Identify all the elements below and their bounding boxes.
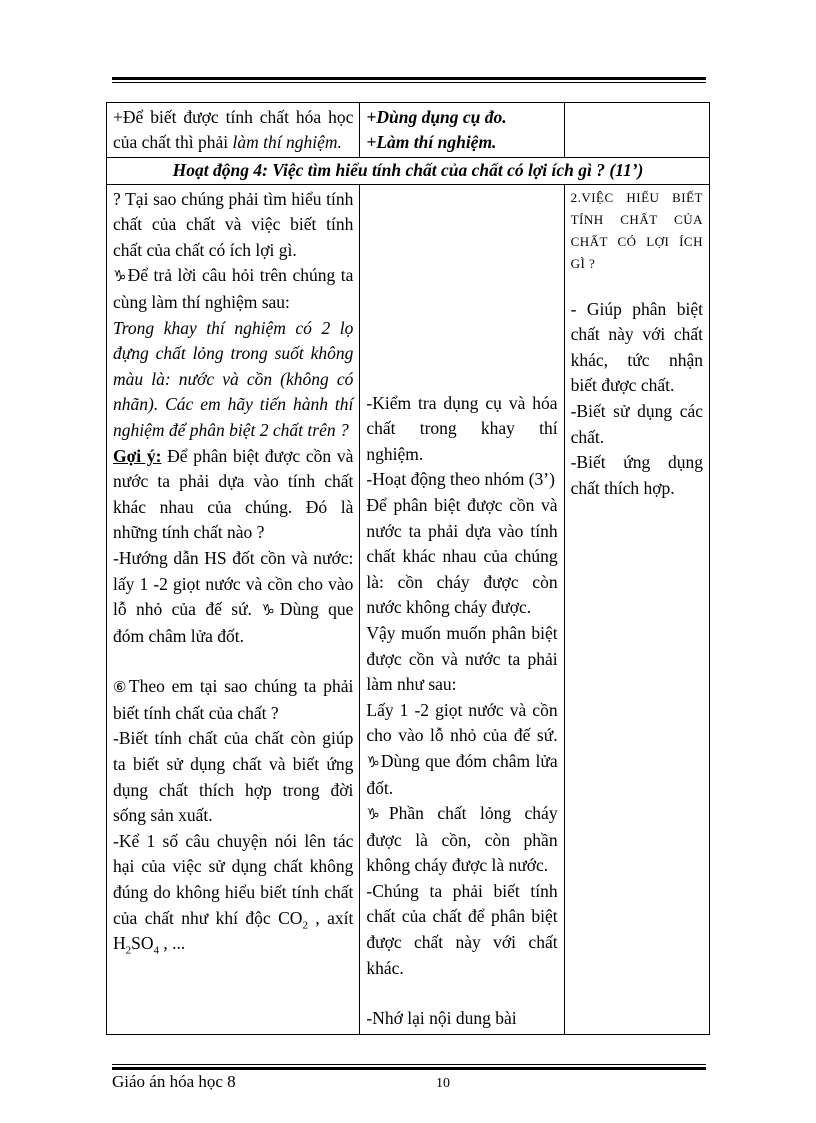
table-row bbox=[107, 103, 710, 158]
top-rule-thick bbox=[112, 77, 706, 80]
teacher-column: ? Tại sao chúng phải tìm hiểu tính chất của chất và việc biết tính chất của chất có ích lợi gì. ♑Để trả lời câu hỏi trên chúng ta cùng làm thí nghiệm sau: Trong khay thí nghiệm có 2 lọ đựng chất lỏng trong suốt không màu là: nước và cồn (không có nhãn). Các em hãy tiến hành thí nghiệm để phân biệt 2 chất trên ? Gợi ý: Để phân biệt được cồn và nước ta phải dựa vào tính chất khác nhau của chúng. Đó là những tính chất nào ? -Hướng dẫn HS đốt cồn và nước: lấy 1 -2 giọt nước và cồn cho vào lỗ nhỏ của đế sứ. ♑Dùng que đóm châm lửa đốt. ⑥Theo em tại sao chúng ta phải biết tính chất của chất ? -Biết tính chất của chất còn giúp ta biết sử dụng chất và biết ứng dụng chất thích hợp trong đời sống sản xuất. -Kể 1 số câu chuyện nói lên tác hại của việc sử dụng chất không đúng do không hiểu biết tính chất của chất như khí độc $CO_2$ , axít $H_2SO_4$ , ... bbox=[107, 184, 360, 1034]
section-title: 2.VIỆC HIỂU BIẾT TÍNH CHẤT CỦA CHẤT CÓ LỢI ÍCH GÌ ? bbox=[570, 189, 703, 271]
capricorn-icon: ♑ bbox=[113, 267, 128, 286]
table-row bbox=[107, 184, 710, 1034]
row1-col1: +Để biết được tính chất hóa học của chất thì phải làm thí nghiệm. bbox=[107, 103, 360, 158]
bottom-rule-thick bbox=[112, 1067, 706, 1070]
row1-col2: +Dùng dụng cụ đo. +Làm thí nghiệm. bbox=[360, 103, 564, 158]
capricorn-icon: ♑ bbox=[366, 752, 381, 771]
student-column: -Kiểm tra dụng cụ và hóa chất trong khay thí nghiệm. -Hoạt động theo nhóm (3’) Để phân biệt được cồn và nước ta phải dựa vào tính chất khác nhau của chúng là: cồn cháy được còn nước không cháy được. Vậy muốn muốn phân biệt được cồn và nước ta phải làm như sau: Lấy 1 -2 giọt nước và cồn cho vào lỗ nhỏ của đế sứ. ♑Dùng que đóm châm lửa đốt. ♑Phần chất lỏng cháy được là cồn, còn phần không cháy được là nước. -Chúng ta phải biết tính chất của chất để phân biệt được chất này với chất khác. -Nhớ lại nội dung bài bbox=[360, 184, 564, 1034]
bottom-rule-thin bbox=[112, 1064, 706, 1065]
lesson-table bbox=[106, 102, 710, 1035]
section-header-row bbox=[107, 158, 710, 185]
top-rule-thin bbox=[112, 82, 706, 83]
capricorn-icon: ♑ bbox=[261, 601, 280, 620]
activity-heading: Hoạt động 4: Việc tìm hiểu tính chất của chất có lợi ích gì ? (11’) bbox=[107, 158, 710, 185]
content-column: 2.VIỆC HIỂU BIẾT TÍNH CHẤT CỦA CHẤT CÓ LỢI ÍCH GÌ ? - Giúp phân biệt chất này với chất khác, tức nhận biết được chất. -Biết sử dụng các chất. -Biết ứng dụng chất thích hợp. bbox=[564, 184, 709, 1034]
row1-col3 bbox=[564, 103, 709, 158]
capricorn-icon: ♑ bbox=[366, 805, 389, 824]
page-number: 10 bbox=[436, 1076, 450, 1091]
footer-title: Giáo án hóa học 8 bbox=[112, 1072, 236, 1091]
circled-number-icon: ⑥ bbox=[113, 678, 129, 697]
